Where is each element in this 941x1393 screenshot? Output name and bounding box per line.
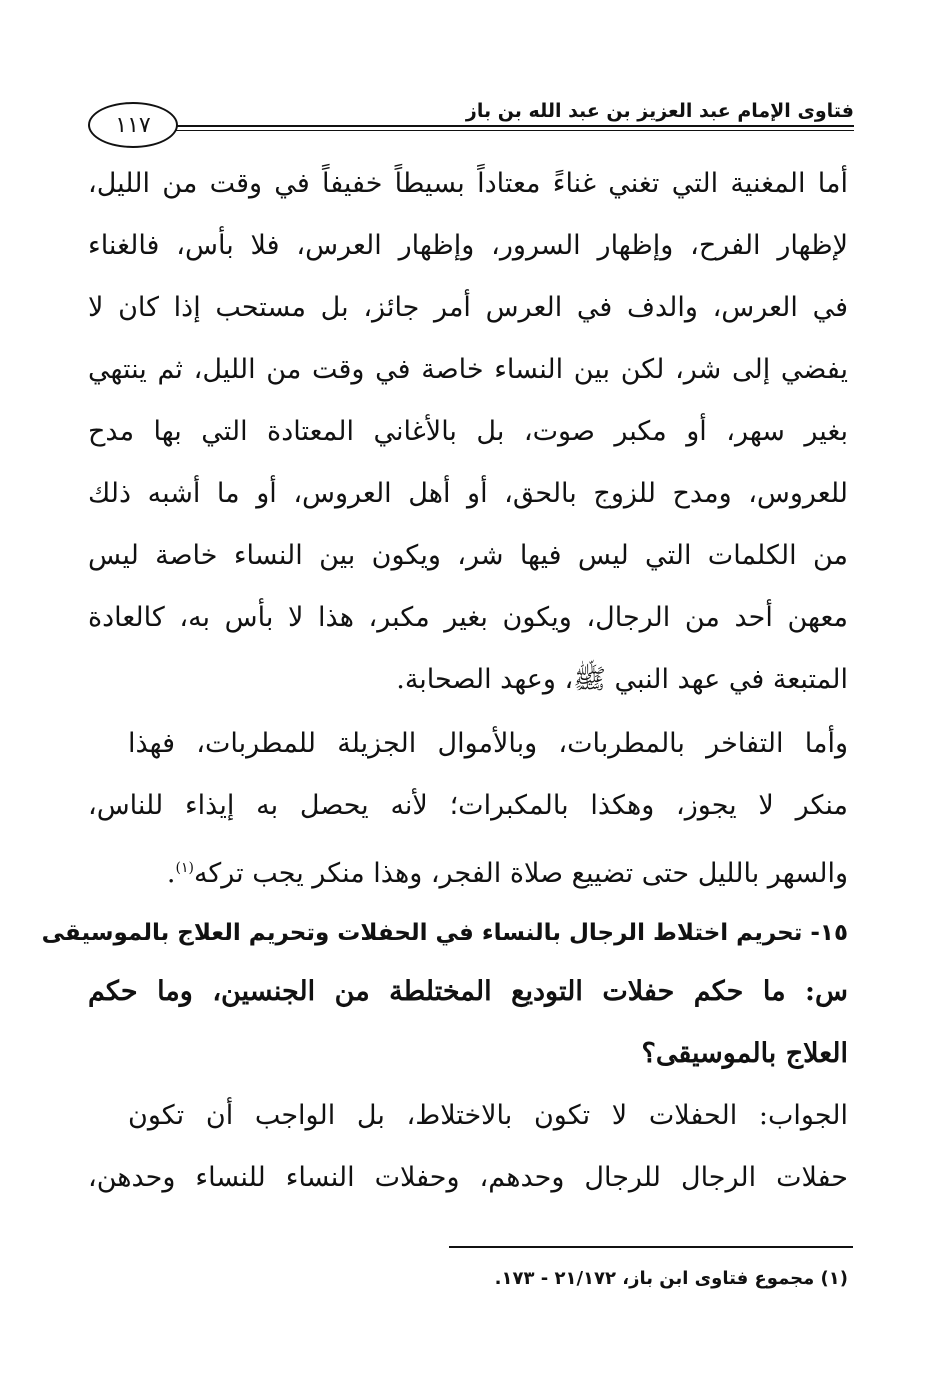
text-line: المتبعة في عهد النبي ﷺ، وعهد الصحابة. — [396, 664, 848, 695]
text-line: للعروس، ومدح للزوج بالحق، أو أهل العروس، أو ما أشبه ذلك — [88, 478, 848, 509]
answer-line: الجواب: الحفلات لا تكون بالاختلاط، بل الواجب أن تكون — [128, 1100, 848, 1131]
text-line-last — [88, 851, 848, 891]
text-line: والسهر بالليل حتى تضييع صلاة الفجر، وهذا منكر يجب تركه — [193, 858, 848, 889]
footnote-rule — [449, 1246, 853, 1248]
text-line: وأما التفاخر بالمطربات، وبالأموال الجزيلة للمطربات، فهذا — [128, 728, 848, 759]
sentence-end: . — [166, 858, 176, 889]
page-number: ١١٧ — [115, 112, 151, 138]
answer-line: حفلات الرجال للرجال وحدهم، وحفلات النساء للنساء وحدهن، — [88, 1162, 848, 1193]
section-heading: ١٥- تحريم اختلاط الرجال بالنساء في الحفلات وتحريم العلاج بالموسيقى — [41, 920, 848, 946]
book-title: فتاوى الإمام عبد العزيز بن عبد الله بن باز — [465, 100, 854, 122]
page-number-oval — [88, 102, 178, 148]
text-line: في العرس، والدف في العرس أمر جائز، بل مستحب إذا كان لا — [88, 292, 848, 323]
footnote: (١) مجموع فتاوى ابن باز، ٢١/١٧٢ - ١٧٣. — [494, 1268, 848, 1289]
question-line: العلاج بالموسيقى؟ — [641, 1038, 848, 1069]
text-line: من الكلمات التي ليس فيها شر، ويكون بين النساء خاصة ليس — [88, 540, 848, 571]
footnote-ref: (١) — [175, 860, 194, 876]
text-line: بغير سهر، أو مكبر صوت، بل بالأغاني المعتادة التي بها مدح — [88, 416, 848, 447]
text-line: يفضي إلى شر، لكن بين النساء خاصة في وقت من الليل، ثم ينتهي — [88, 354, 848, 385]
text-line: منكر لا يجوز، وهكذا بالمكبرات؛ لأنه يحصل به إيذاء للناس، — [88, 790, 848, 821]
text-line: أما المغنية التي تغني غناءً معتاداً بسيطاً خفيفاً في وقت من الليل، — [88, 168, 848, 199]
header-rule — [176, 125, 854, 127]
question-line: س: ما حكم حفلات التوديع المختلطة من الجنسين، وما حكم — [88, 976, 848, 1007]
text-line: لإظهار الفرح، وإظهار السرور، وإظهار العرس، فلا بأس، فالغناء — [88, 230, 848, 261]
running-header — [88, 92, 854, 156]
header-rule-thin — [176, 130, 854, 131]
text-line: معهن أحد من الرجال، ويكون بغير مكبر، هذا لا بأس به، كالعادة — [88, 602, 848, 633]
